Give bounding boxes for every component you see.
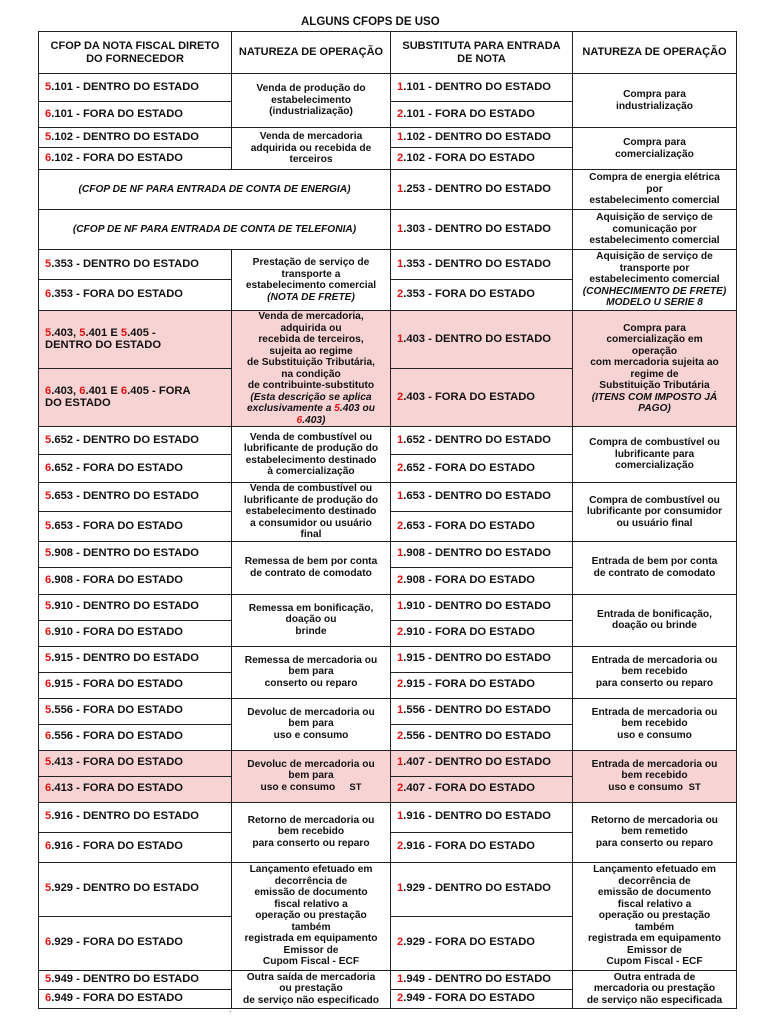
cfop-code: 1.652 - DENTRO DO ESTADO xyxy=(391,427,573,455)
table-row xyxy=(39,427,737,455)
cfop-code: 2.353 - FORA DO ESTADO xyxy=(391,280,573,311)
cfop-code: 2.949 - FORA DO ESTADO xyxy=(391,989,573,1008)
cfop-code: 6.915 - FORA DO ESTADO xyxy=(39,672,232,698)
table-row xyxy=(39,750,737,776)
table-row xyxy=(39,128,737,148)
cfop-code: 6.102 - FORA DO ESTADO xyxy=(39,148,232,170)
table-row xyxy=(39,862,737,916)
cfop-code: 5.915 - DENTRO DO ESTADO xyxy=(39,646,232,672)
cfop-code: 1.407 - DENTRO DO ESTADO xyxy=(391,750,573,776)
cfop-code: 1.353 - DENTRO DO ESTADO xyxy=(391,250,573,280)
operation-description: Prestação de serviço de transporte a estabelecimento comercial (NOTA DE FRETE) xyxy=(232,250,391,311)
cfop-code: 6.413 - FORA DO ESTADO xyxy=(39,776,232,802)
cfop-code: 1.915 - DENTRO DO ESTADO xyxy=(391,646,573,672)
operation-description: Entrada de mercadoria ou bem recebido uso e consumo ST xyxy=(573,750,737,802)
cfop-code: 1.653 - DENTRO DO ESTADO xyxy=(391,483,573,512)
operation-description: Remessa de mercadoria ou bem para conserto ou reparo xyxy=(232,646,391,698)
cfop-code: 5.653 - FORA DO ESTADO xyxy=(39,512,232,541)
operation-description: Venda de mercadoria, adquirida ou recebida de terceiros, sujeita ao regime de Substituição Tributária, na condição de contribuinte-substituto (Esta descrição se aplica exclusivamente a 5.403 ou 6.403) xyxy=(232,311,391,427)
cfop-code: 6.652 - FORA DO ESTADO xyxy=(39,455,232,483)
cfop-code: 1.556 - DENTRO DO ESTADO xyxy=(391,698,573,724)
cfop-code: 2.908 - FORA DO ESTADO xyxy=(391,567,573,594)
table-row xyxy=(39,646,737,672)
cfop-code: 1.949 - DENTRO DO ESTADO xyxy=(391,970,573,989)
table-row xyxy=(39,594,737,620)
cfop-code: 1.101 - DENTRO DO ESTADO xyxy=(391,74,573,102)
cfop-code: 2.101 - FORA DO ESTADO xyxy=(391,102,573,128)
table-row xyxy=(39,802,737,832)
cfop-code: 5.653 - DENTRO DO ESTADO xyxy=(39,483,232,512)
cfop-code: 1.403 - DENTRO DO ESTADO xyxy=(391,311,573,369)
cfop-code: 5.556 - FORA DO ESTADO xyxy=(39,698,232,724)
operation-description: Compra para comercialização xyxy=(573,128,737,170)
cfop-table xyxy=(38,31,737,1009)
table-row xyxy=(39,170,737,210)
cfop-code: 2.556 - DENTRO DO ESTADO xyxy=(391,724,573,750)
operation-description: Venda de combustível ou lubrificante de produção do estabelecimento destinado a consumidor ou usuário final xyxy=(232,483,391,542)
cfop-code: 6.353 - FORA DO ESTADO xyxy=(39,280,232,311)
cfop-code: 6.949 - FORA DO ESTADO xyxy=(39,989,232,1008)
cfop-code: 1.253 - DENTRO DO ESTADO xyxy=(391,170,573,210)
operation-description: Outra saída de mercadoria ou prestação de serviço não especificado xyxy=(232,970,391,1008)
cfop-code: 2.916 - FORA DO ESTADO xyxy=(391,832,573,862)
operation-description: Entrada de bonificação, doação ou brinde xyxy=(573,594,737,646)
footer-mark: . xyxy=(229,1004,232,1014)
cfop-code: 5.910 - DENTRO DO ESTADO xyxy=(39,594,232,620)
cfop-code: 2.929 - FORA DO ESTADO xyxy=(391,916,573,970)
operation-description: Remessa em bonificação, doação ou brinde xyxy=(232,594,391,646)
cfop-code: 2.910 - FORA DO ESTADO xyxy=(391,620,573,646)
st-badge: ST xyxy=(349,781,362,793)
cfop-code: 5.403, 5.401 E 5.405 - DENTRO DO ESTADO xyxy=(39,311,232,369)
table-row xyxy=(39,698,737,724)
header-natureza-operacao-entrada: NATUREZA DE OPERAÇÃO xyxy=(573,32,737,74)
cfop-code: 1.303 - DENTRO DO ESTADO xyxy=(391,210,573,250)
table-row xyxy=(39,210,737,250)
cfop-code: 2.102 - FORA DO ESTADO xyxy=(391,148,573,170)
telephony-note: (CFOP DE NF PARA ENTRADA DE CONTA DE TELEFONIA) xyxy=(39,210,391,250)
operation-description: Venda de mercadoria adquirida ou recebida de terceiros xyxy=(232,128,391,170)
operation-description: Compra para industrialização xyxy=(573,74,737,128)
operation-description: Retorno de mercadoria ou bem recebido para conserto ou reparo xyxy=(232,802,391,862)
table-row xyxy=(39,250,737,280)
cfop-code: 5.908 - DENTRO DO ESTADO xyxy=(39,541,232,567)
cfop-code: 5.353 - DENTRO DO ESTADO xyxy=(39,250,232,280)
operation-description: Remessa de bem por conta de contrato de comodato xyxy=(232,541,391,594)
cfop-code: 6.916 - FORA DO ESTADO xyxy=(39,832,232,862)
cfop-code: 6.910 - FORA DO ESTADO xyxy=(39,620,232,646)
cfop-code: 2.652 - FORA DO ESTADO xyxy=(391,455,573,483)
operation-description: Entrada de mercadoria ou bem recebido para conserto ou reparo xyxy=(573,646,737,698)
operation-description: Compra de combustível ou lubrificante para comercialização xyxy=(573,427,737,483)
cfop-code: 2.653 - FORA DO ESTADO xyxy=(391,512,573,541)
cfop-code: 6.556 - FORA DO ESTADO xyxy=(39,724,232,750)
operation-description: Lançamento efetuado em decorrência de emissão de documento fiscal relativo a operação ou prestação também registrada em equipamento Emissor de Cupom Fiscal - ECF xyxy=(232,862,391,970)
operation-description: Compra para comercialização em operação com mercadoria sujeita ao regime de Substituição Tributária (ITENS COM IMPOSTO JÁ PAGO) xyxy=(573,311,737,427)
cfop-code: 6.929 - FORA DO ESTADO xyxy=(39,916,232,970)
cfop-code: 6.101 - FORA DO ESTADO xyxy=(39,102,232,128)
operation-description: Compra de combustível ou lubrificante por consumidor ou usuário final xyxy=(573,483,737,542)
operation-description: Devoluc de mercadoria ou bem para uso e consumo xyxy=(232,698,391,750)
operation-description: Outra entrada de mercadoria ou prestação de serviço não especificada xyxy=(573,970,737,1008)
header-natureza-operacao: NATUREZA DE OPERAÇÃO xyxy=(232,32,391,74)
operation-description: Venda de combustível ou lubrificante de produção do estabelecimento destinado à comercialização xyxy=(232,427,391,483)
cfop-code: 5.916 - DENTRO DO ESTADO xyxy=(39,802,232,832)
table-header-row xyxy=(39,32,737,74)
operation-description: Aquisição de serviço de comunicação por estabelecimento comercial xyxy=(573,210,737,250)
cfop-code: 5.102 - DENTRO DO ESTADO xyxy=(39,128,232,148)
cfop-code: 1.916 - DENTRO DO ESTADO xyxy=(391,802,573,832)
operation-description: Entrada de bem por conta de contrato de comodato xyxy=(573,541,737,594)
operation-description: Lançamento efetuado em decorrência de emissão de documento fiscal relativo a operação ou prestação também registrada em equipamento Emissor de Cupom Fiscal - ECF xyxy=(573,862,737,970)
operation-description: Devoluc de mercadoria ou bem para uso e consumo ST xyxy=(232,750,391,802)
cfop-code: 2.403 - FORA DO ESTADO xyxy=(391,369,573,427)
operation-description: Retorno de mercadoria ou bem remetido para conserto ou reparo xyxy=(573,802,737,862)
cfop-code: 6.403, 6.401 E 6.405 - FORA DO ESTADO xyxy=(39,369,232,427)
cfop-code: 1.929 - DENTRO DO ESTADO xyxy=(391,862,573,916)
cfop-code: 5.413 - FORA DO ESTADO xyxy=(39,750,232,776)
table-row xyxy=(39,483,737,512)
operation-description: Compra de energia elétrica por estabelecimento comercial xyxy=(573,170,737,210)
table-row xyxy=(39,311,737,369)
operation-description: Aquisição de serviço de transporte por estabelecimento comercial (CONHECIMENTO DE FRETE) MODELO U SERIE 8 xyxy=(573,250,737,311)
cfop-code: 1.910 - DENTRO DO ESTADO xyxy=(391,594,573,620)
cfop-code: 5.101 - DENTRO DO ESTADO xyxy=(39,74,232,102)
cfop-code: 1.102 - DENTRO DO ESTADO xyxy=(391,128,573,148)
cfop-code: 2.915 - FORA DO ESTADO xyxy=(391,672,573,698)
cfop-code: 6.908 - FORA DO ESTADO xyxy=(39,567,232,594)
cfop-code: 5.929 - DENTRO DO ESTADO xyxy=(39,862,232,916)
cfop-code: 1.908 - DENTRO DO ESTADO xyxy=(391,541,573,567)
operation-description: Entrada de mercadoria ou bem recebido uso e consumo xyxy=(573,698,737,750)
table-row xyxy=(39,970,737,989)
table-row xyxy=(39,74,737,102)
st-badge: ST xyxy=(688,781,701,793)
cfop-code: 2.407 - FORA DO ESTADO xyxy=(391,776,573,802)
header-cfop-fornecedor: CFOP DA NOTA FISCAL DIRETO DO FORNECEDOR xyxy=(39,32,232,74)
operation-description: Venda de produção do estabelecimento (industrialização) xyxy=(232,74,391,128)
table-row xyxy=(39,541,737,567)
cfop-code: 5.949 - DENTRO DO ESTADO xyxy=(39,970,232,989)
cfop-code: 5.652 - DENTRO DO ESTADO xyxy=(39,427,232,455)
header-substituta: SUBSTITUTA PARA ENTRADA DE NOTA xyxy=(391,32,573,74)
energy-note: (CFOP DE NF PARA ENTRADA DE CONTA DE ENERGIA) xyxy=(39,170,391,210)
